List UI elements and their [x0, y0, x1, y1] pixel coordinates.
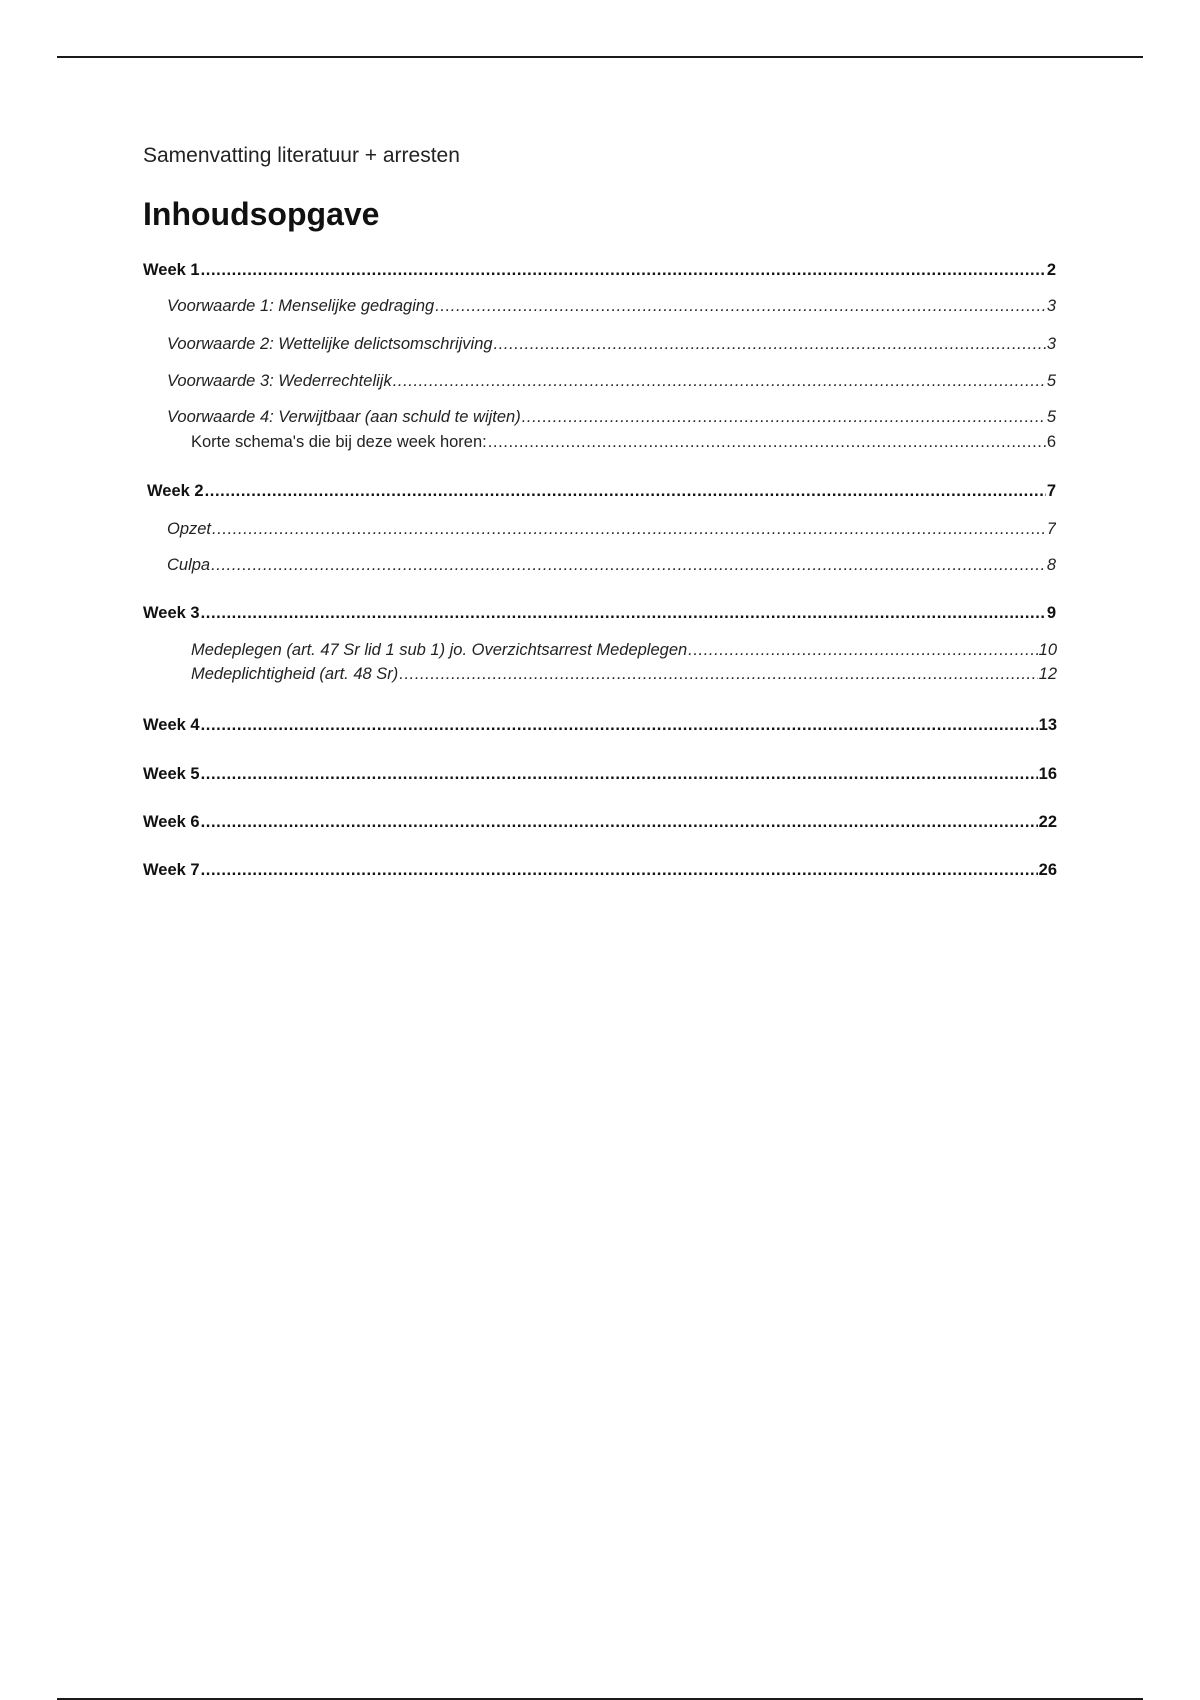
toc-heading: Inhoudsopgave — [143, 196, 380, 232]
toc-entry-label: Week 1 — [143, 261, 200, 279]
toc-entry-page: 3 — [1046, 297, 1056, 315]
toc-entry-voorwaarde-3[interactable] — [167, 369, 1056, 393]
dot-leader — [488, 430, 1046, 454]
toc-entry-page: 12 — [1038, 665, 1057, 683]
toc-entry-week-4[interactable] — [143, 713, 1057, 737]
toc-entry-label: Culpa — [167, 556, 211, 574]
dot-leader — [201, 713, 1038, 737]
toc-entry-page: 8 — [1046, 556, 1056, 574]
toc-entry-label: Week 2 — [147, 482, 204, 500]
toc-entry-label: Week 5 — [143, 765, 200, 783]
dot-leader — [201, 810, 1038, 834]
toc-entry-label: Medeplegen (art. 47 Sr lid 1 sub 1) jo. Overzichtsarrest Medeplegen — [191, 641, 688, 659]
toc-entry-week-1[interactable] — [143, 258, 1056, 282]
toc-entry-week-5[interactable] — [143, 762, 1057, 786]
toc-entry-week-3[interactable] — [143, 601, 1056, 625]
toc-entry-medeplichtigheid[interactable] — [191, 662, 1057, 686]
toc-entry-page: 13 — [1038, 716, 1057, 734]
toc-entry-week-6[interactable] — [143, 810, 1057, 834]
toc-entry-page: 16 — [1038, 765, 1057, 783]
toc-entry-page: 10 — [1038, 641, 1057, 659]
toc-entry-page: 7 — [1046, 520, 1056, 538]
toc-entry-label: Voorwaarde 3: Wederrechtelijk — [167, 372, 392, 390]
toc-entry-page: 5 — [1046, 372, 1056, 390]
toc-entry-page: 26 — [1038, 861, 1057, 879]
dot-leader — [201, 258, 1046, 282]
toc-entry-opzet[interactable] — [167, 517, 1056, 541]
dot-leader — [393, 369, 1046, 393]
toc-entry-voorwaarde-2[interactable] — [167, 332, 1056, 356]
toc-entry-page: 9 — [1046, 604, 1056, 622]
dot-leader — [201, 762, 1038, 786]
dot-leader — [399, 662, 1037, 686]
toc-entry-label: Medeplichtigheid (art. 48 Sr) — [191, 665, 399, 683]
toc-entry-label: Week 3 — [143, 604, 200, 622]
toc-entry-voorwaarde-1[interactable] — [167, 294, 1056, 318]
toc-entry-page: 5 — [1046, 408, 1056, 426]
dot-leader — [211, 553, 1046, 577]
toc-entry-label: Voorwaarde 2: Wettelijke delictsomschrijving — [167, 335, 493, 353]
toc-entry-week-2[interactable] — [147, 479, 1056, 503]
toc-entry-label: Week 7 — [143, 861, 200, 879]
dot-leader — [522, 405, 1046, 429]
toc-entry-page: 6 — [1046, 433, 1056, 451]
toc-entry-page: 3 — [1046, 335, 1056, 353]
dot-leader — [201, 601, 1046, 625]
toc-entry-label: Opzet — [167, 520, 212, 538]
toc-entry-week-7[interactable] — [143, 858, 1057, 882]
toc-entry-label: Week 6 — [143, 813, 200, 831]
header-rule — [57, 56, 1143, 58]
dot-leader — [212, 517, 1046, 541]
toc-entry-label: Voorwaarde 4: Verwijtbaar (aan schuld te wijten) — [167, 408, 521, 426]
toc-entry-page: 2 — [1046, 261, 1056, 279]
dot-leader — [688, 638, 1037, 662]
document-subtitle: Samenvatting literatuur + arresten — [143, 144, 460, 167]
toc-entry-culpa[interactable] — [167, 553, 1056, 577]
dot-leader — [435, 294, 1046, 318]
dot-leader — [494, 332, 1046, 356]
toc-entry-medeplegen[interactable] — [191, 638, 1057, 662]
toc-entry-page: 7 — [1046, 482, 1056, 500]
toc-entry-voorwaarde-4[interactable] — [167, 405, 1056, 429]
toc-entry-label: Voorwaarde 1: Menselijke gedraging — [167, 297, 435, 315]
toc-entry-label: Week 4 — [143, 716, 200, 734]
dot-leader — [205, 479, 1046, 503]
toc-entry-label: Korte schema's die bij deze week horen: — [191, 433, 487, 451]
dot-leader — [201, 858, 1038, 882]
toc-entry-korte-schemas[interactable] — [191, 430, 1056, 454]
toc-entry-page: 22 — [1038, 813, 1057, 831]
